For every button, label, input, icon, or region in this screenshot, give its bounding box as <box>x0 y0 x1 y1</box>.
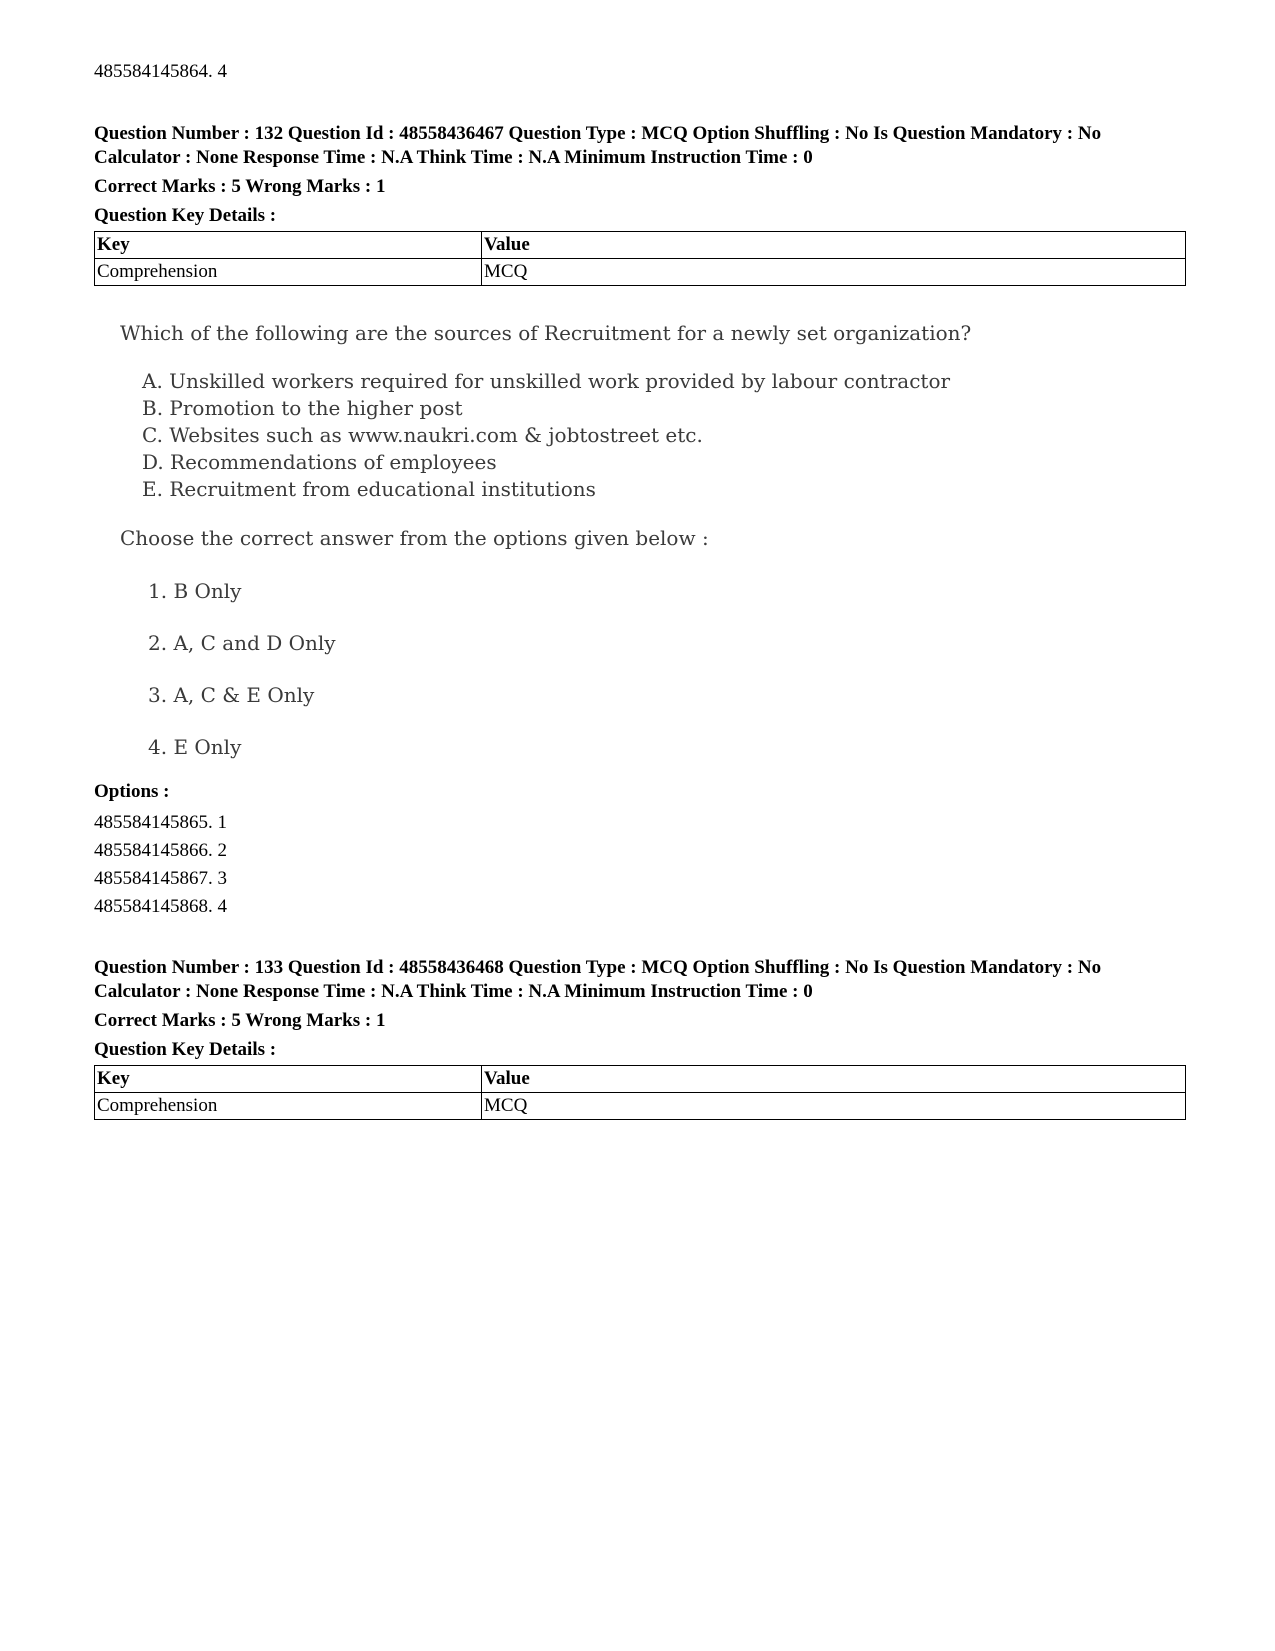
question-block-133 <box>94 956 1186 1120</box>
table-header-value: Value <box>482 232 1186 259</box>
table-header-key: Key <box>95 232 482 259</box>
table-cell-value: MCQ <box>482 1093 1186 1120</box>
statement-item: B. Promotion to the higher post <box>142 396 463 420</box>
options-label: Options : <box>94 781 170 802</box>
statement-item: A. Unskilled workers required for unskilled work provided by labour contractor <box>142 369 951 393</box>
choice-item: 1. B Only <box>148 579 242 603</box>
table-row <box>95 1093 1186 1120</box>
question-marks: Correct Marks : 5 Wrong Marks : 1 <box>94 176 386 197</box>
choose-instruction: Choose the correct answer from the options given below : <box>120 526 709 550</box>
table-header-key: Key <box>95 1066 482 1093</box>
question-block-132 <box>94 122 1186 286</box>
choice-item: 4. E Only <box>148 735 242 759</box>
option-item: 485584145865. 1 <box>94 812 227 833</box>
options-list <box>94 809 227 921</box>
previous-option-line: 485584145864. 4 <box>94 61 227 82</box>
question-image <box>120 320 1020 760</box>
table-cell-key: Comprehension <box>95 259 482 286</box>
table-header-row <box>95 232 1186 259</box>
key-details-table <box>94 1065 1186 1120</box>
statement-list <box>120 368 1020 503</box>
question-marks: Correct Marks : 5 Wrong Marks : 1 <box>94 1010 386 1031</box>
option-item: 485584145867. 3 <box>94 868 227 889</box>
statement-item: C. Websites such as www.naukri.com & jobtostreet etc. <box>142 423 703 447</box>
table-header-row <box>95 1066 1186 1093</box>
choice-item: 3. A, C & E Only <box>148 683 315 707</box>
table-cell-value: MCQ <box>482 259 1186 286</box>
option-item: 485584145868. 4 <box>94 896 227 917</box>
statement-item: E. Recruitment from educational institutions <box>142 477 596 501</box>
question-header: Question Number : 132 Question Id : 48558436467 Question Type : MCQ Option Shuffling : No Is Question Mandatory : No Calculator : None Response Time : N.A Think Time : N.A Minimum Instruction Time : 0 <box>94 123 1102 168</box>
question-key-details-label: Question Key Details : <box>94 205 277 226</box>
table-cell-key: Comprehension <box>95 1093 482 1120</box>
statement-item: D. Recommendations of employees <box>142 450 497 474</box>
option-item: 485584145866. 2 <box>94 840 227 861</box>
question-key-details-label: Question Key Details : <box>94 1039 277 1060</box>
table-row <box>95 259 1186 286</box>
key-details-table <box>94 231 1186 286</box>
question-stem: Which of the following are the sources of Recruitment for a newly set organization? <box>120 321 972 345</box>
choice-item: 2. A, C and D Only <box>148 631 336 655</box>
question-header: Question Number : 133 Question Id : 48558436468 Question Type : MCQ Option Shuffling : No Is Question Mandatory : No Calculator : None Response Time : N.A Think Time : N.A Minimum Instruction Time : 0 <box>94 957 1102 1002</box>
table-header-value: Value <box>482 1066 1186 1093</box>
